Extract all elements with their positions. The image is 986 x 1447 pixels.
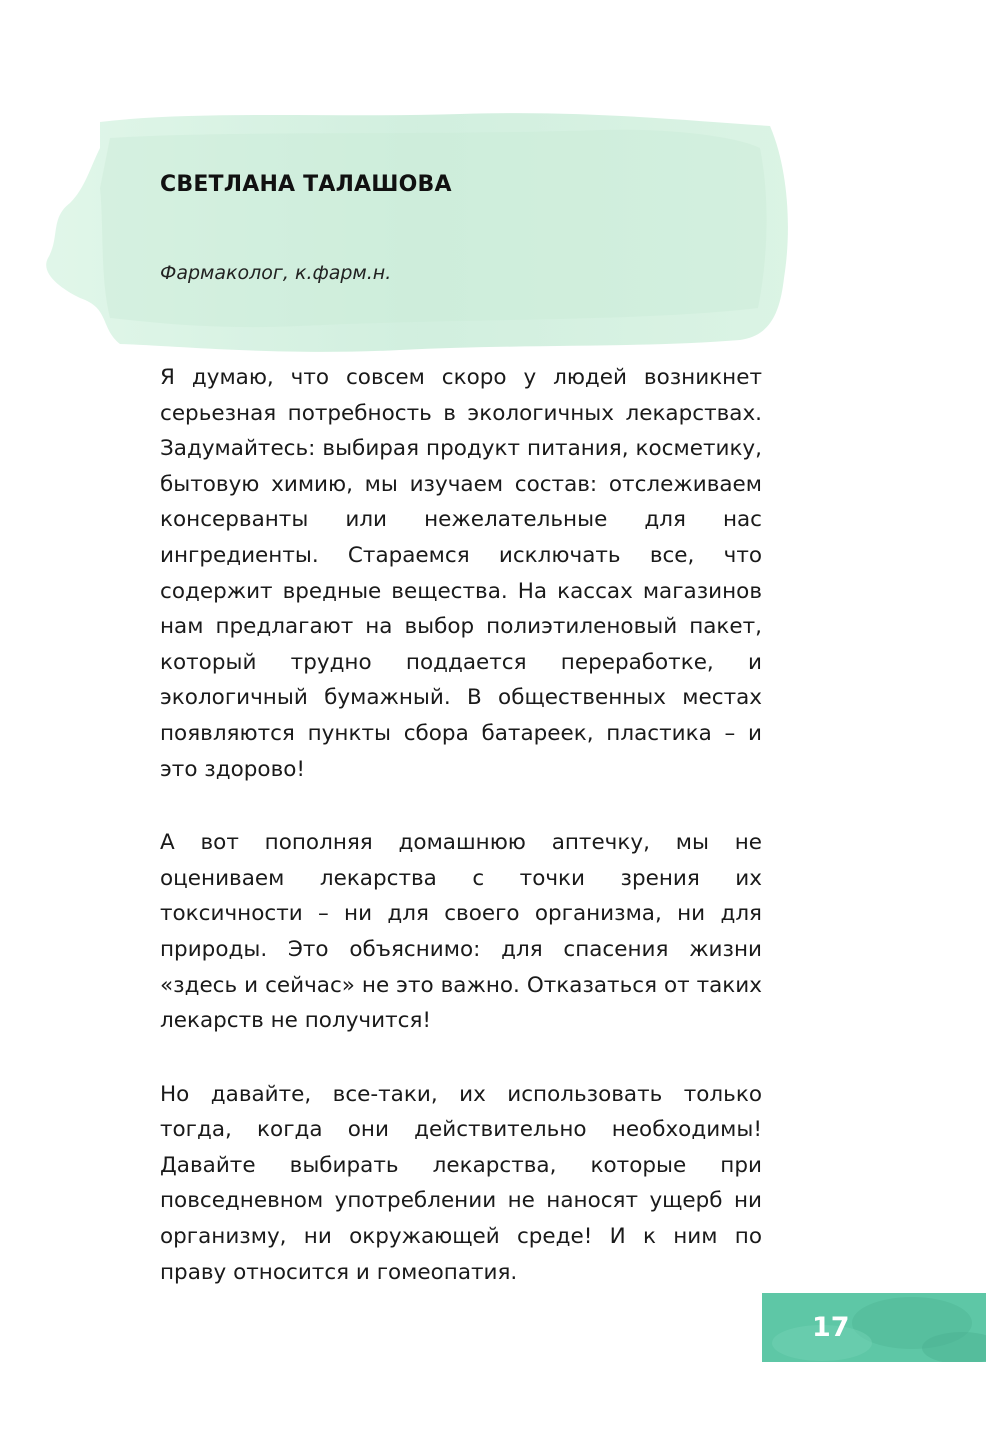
author-name: СВЕТЛАНА ТАЛАШОВА <box>160 172 452 197</box>
author-role: Фармаколог, к.фарм.н. <box>160 262 392 284</box>
article-body <box>160 360 762 1328</box>
header-watercolor-wash <box>40 108 800 358</box>
page-number: 17 <box>812 1312 850 1343</box>
watercolor-shape <box>40 108 800 358</box>
paragraph: А вот пополняя домашнюю аптечку, мы не оцениваем лекарства с точки зрения их токсичности – ни для своего организма, ни для природы. Это объяснимо: для спасения жизни «здесь и сейчас» не это важно. Отказаться от таких лекарств не получится! <box>160 830 762 1034</box>
tab-texture <box>762 1293 986 1362</box>
page-number-tab <box>762 1293 986 1362</box>
paragraph: Я думаю, что совсем скоро у людей возникнет серьезная потребность в экологичных лекарствах. Задумайтесь: выбирая продукт питания, косметику, бытовую химию, мы изучаем состав: отслеживаем консерванты или нежелательные для нас ингредиенты. Стараемся исключать все, что содержит вредные вещества. На кассах магазинов нам предлагают на выбор полиэтиленовый пакет, который трудно поддается переработке, и экологичный бумажный. В общественных местах появляются пункты сбора батареек, пластика – и это здорово! <box>160 365 762 782</box>
paragraph: Но давайте, все-таки, их использовать только тогда, когда они действительно необходимы! Давайте выбирать лекарства, которые при повседневном употреблении не наносят ущерб ни организму, ни окружающей среде! И к ним по праву относится и гомеопатия. <box>160 1081 762 1285</box>
